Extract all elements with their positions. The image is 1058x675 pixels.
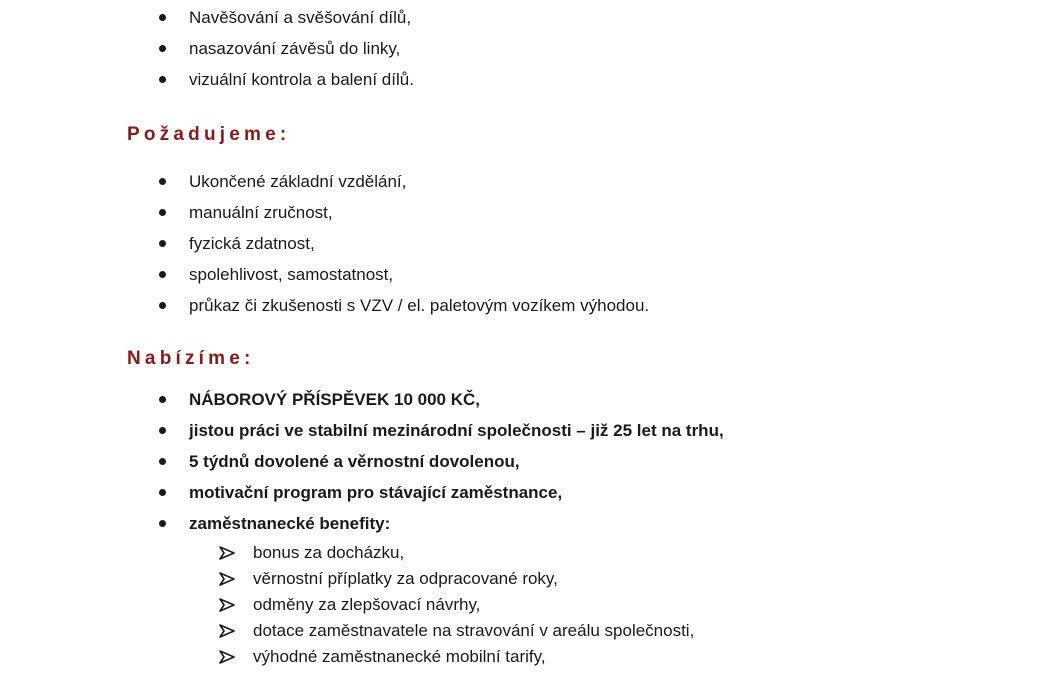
bullet-dot-icon [159,302,166,309]
list-item: NÁBOROVÝ PŘÍSPĚVEK 10 000 KČ, [0,384,1058,415]
list-item: bonus za docházku, [0,540,1058,566]
list-item: nasazování závěsů do linky, [0,33,1058,64]
list-item: spolehlivost, samostatnost, [0,259,1058,290]
arrowhead-bullet-icon [219,598,235,612]
list-item: motivační program pro stávající zaměstnance, [0,477,1058,508]
list-item: průkaz či zkušenosti s VZV / el. paletovým vozíkem výhodou. [0,290,1058,321]
bullet-dot-icon [159,240,166,247]
bullet-dot-icon [159,271,166,278]
benefits-list [0,540,1058,670]
bullet-dot-icon [159,458,166,465]
list-item: věrnostní příplatky za odpracované roky, [0,566,1058,592]
requirements-heading: Požadujeme: [127,124,291,145]
list-item: manuální zručnost, [0,197,1058,228]
list-item: odměny za zlepšovací návrhy, [0,592,1058,618]
list-item: Navěšování a svěšování dílů, [0,2,1058,33]
list-item: fyzická zdatnost, [0,228,1058,259]
bullet-dot-icon [159,489,166,496]
bullet-dot-icon [159,520,166,527]
bullet-dot-icon [159,76,166,83]
requirements-list [0,166,1058,321]
duties-list [0,2,1058,95]
list-item: jistou práci ve stabilní mezinárodní společnosti – již 25 let na trhu, [0,415,1058,446]
arrowhead-bullet-icon [219,546,235,560]
arrowhead-bullet-icon [219,624,235,638]
offer-list [0,384,1058,539]
bullet-dot-icon [159,427,166,434]
arrowhead-bullet-icon [219,572,235,586]
list-item: Ukončené základní vzdělání, [0,166,1058,197]
bullet-dot-icon [159,14,166,21]
bullet-dot-icon [159,396,166,403]
list-item: vizuální kontrola a balení dílů. [0,64,1058,95]
arrowhead-bullet-icon [219,650,235,664]
bullet-dot-icon [159,178,166,185]
bullet-dot-icon [159,209,166,216]
list-item: zaměstnanecké benefity: [0,508,1058,539]
list-item: dotace zaměstnavatele na stravování v areálu společnosti, [0,618,1058,644]
offer-heading: Nabízíme: [127,348,255,369]
bullet-dot-icon [159,45,166,52]
list-item: výhodné zaměstnanecké mobilní tarify, [0,644,1058,670]
list-item: 5 týdnů dovolené a věrnostní dovolenou, [0,446,1058,477]
